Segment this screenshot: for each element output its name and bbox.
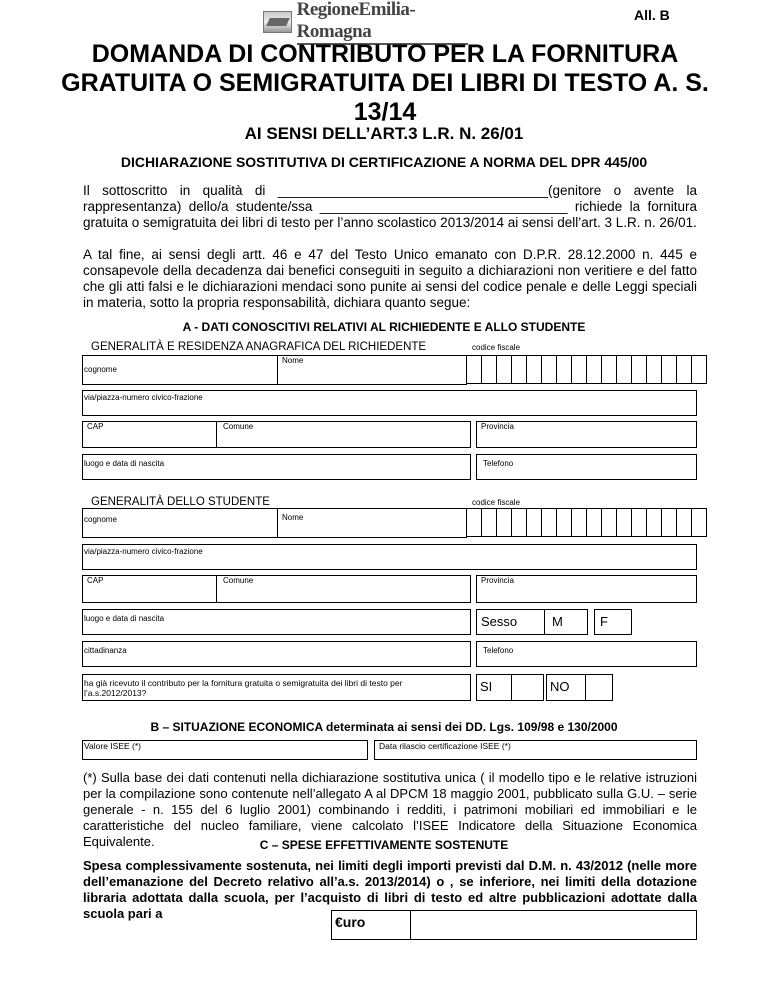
studente-cap-field[interactable] [82,575,217,603]
section-b-title: B – SITUAZIONE ECONOMICA determinata ai sensi dei DD. Lgs. 109/98 e 130/2000 [150,720,618,734]
contributo-question: ha già ricevuto il contributo per la fornitura gratuita o semigratuita dei libri di testo per l’a.s.2012/2013? [84,678,403,698]
via-label: via/piazza-numero civico-frazione [84,393,203,402]
studente-cf-grid[interactable] [467,508,707,537]
data-isee-field[interactable] [374,740,697,760]
section-a-title: A - DATI CONOSCITIVI RELATIVI AL RICHIEDENTE E ALLO STUDENTE [182,320,586,334]
studente-cf-label: codice fiscale [472,498,521,507]
page-subtitle: AI SENSI DELL’ART.3 L.R. N. 26/01 [244,124,524,143]
allegato-label: All. B [634,7,670,23]
data-isee-label: Data rilascio certificazione ISEE (*) [379,741,511,751]
cap-label: CAP [87,576,104,585]
richiedente-cf-label: codice fiscale [472,343,521,352]
valore-isee-label: Valore ISEE (*) [84,741,142,751]
no-label: NO [550,679,570,694]
studente-heading: GENERALITÀ DELLO STUDENTE [91,496,270,508]
sesso-m-label: M [552,614,563,629]
flag-icon [263,11,292,33]
studente-cittadinanza-field[interactable] [82,641,471,667]
richiedente-provincia-field[interactable] [476,421,697,448]
cittadinanza-label: cittadinanza [84,646,127,655]
richiedente-cognome-field[interactable] [82,355,278,385]
studente-telefono-field[interactable] [476,641,697,667]
contributo-question-box [82,674,471,701]
page-title: DOMANDA DI CONTRIBUTO PER LA FORNITURA GRATUITA O SEMIGRATUITA DEI LIBRI DI TESTO A. S. 13/14 [61,40,709,126]
region-logo [263,0,468,42]
sesso-label: Sesso [481,614,518,629]
provincia-label: Provincia [481,576,514,585]
provincia-label: Provincia [481,422,514,431]
cognome-label: cognome [84,365,117,374]
nome-label: Nome [282,356,304,365]
section-c-title: C – SPESE EFFETTIVAMENTE SOSTENUTE [259,838,509,852]
richiedente-heading: GENERALITÀ E RESIDENZA ANAGRAFICA DEL RICHIEDENTE [91,341,427,353]
richiedente-cf-grid[interactable] [467,355,707,384]
richiedente-cap-field[interactable] [82,421,217,448]
sesso-m-box[interactable] [544,609,588,635]
euro-label: €uro [335,914,366,930]
studente-via-field[interactable] [82,544,697,570]
comune-label: Comune [223,422,254,431]
nome-label: Nome [282,513,304,522]
luogo-label: luogo e data di nascita [84,614,165,623]
declaration-heading: DICHIARAZIONE SOSTITUTIVA DI CERTIFICAZIONE A NORMA DEL DPR 445/00 [120,154,648,170]
studente-luogo-field[interactable] [82,609,471,635]
studente-cognome-field[interactable] [82,508,278,538]
si-checkbox[interactable] [511,674,544,701]
spesa-text: Spesa complessivamente sostenuta, nei limiti degli importi previsti dal D.M. n. 43/2012 (nelle more dell’emanazione del Decreto relativo all’a.s. 2013/2014) o , se inferiore, nei limiti della dotazione libraria adottata dalla scuola, per l’acquisto di libri di testo ed altre pubblicazioni adottate dalla scuola pari a [83,858,697,921]
euro-label-box [331,910,411,940]
studente-nome-field[interactable] [277,508,467,538]
telefono-label: Telefono [483,646,514,655]
isee-note: (*) Sulla base dei dati contenuti nella dichiarazione sostitutiva unica ( il modello tipo e le relative istruzioni per la compilazione sono contenute nell’allegato A al DPCM 18 maggio 2001, pubblicato sulla G.U. – serie generale - n. 155 del 6 luglio 2001) combinando i redditi, i patrimoni mobiliari ed immobiliari e le caratteristiche del nucleo familiare, viene calcolato l’ISEE Indicatore della Situazione Economica Equivalente. [83,770,697,849]
richiedente-nome-field[interactable] [277,355,467,385]
richiedente-comune-field[interactable] [216,421,471,448]
telefono-label: Telefono [483,459,514,468]
luogo-label: luogo e data di nascita [84,459,165,468]
richiedente-telefono-field[interactable] [476,454,697,480]
comune-label: Comune [223,576,254,585]
studente-comune-field[interactable] [216,575,471,603]
no-checkbox[interactable] [585,674,613,701]
intro-paragraph-1: Il sottoscritto in qualità di ____________________________________(genitore o avente la rappresentanza) dello/a studente/ssa _________________________________ richiede la fornitura gratuita o semigratuita dei libri di testo per l’anno scolastico 2013/2014 ai sensi dell’art. 3 L.R. n. 26/01. [83,183,697,230]
sesso-f-label: F [600,614,608,629]
richiedente-luogo-field[interactable] [82,454,471,480]
si-label: SI [480,679,493,694]
cap-label: CAP [87,422,104,431]
studente-provincia-field[interactable] [476,575,697,603]
sesso-f-box[interactable] [594,609,632,635]
euro-amount-field[interactable] [410,910,697,940]
sesso-label-box [476,609,545,635]
intro-paragraph-2: A tal fine, ai sensi degli artt. 46 e 47 del Testo Unico emanato con D.P.R. 28.12.2000 n. 445 e consapevole della decadenza dai benefici conseguiti in seguito a dichiarazioni non veritiere e del fatto che gli atti falsi e le dichiarazioni mendaci sono punite ai sensi del codice penale e delle Leggi speciali in materia, sotto la propria responsabilità, dichiara quanto segue: [83,247,697,310]
logo-text: RegioneEmilia-Romagna [297,0,468,45]
richiedente-via-field[interactable] [82,390,697,416]
via-label: via/piazza-numero civico-frazione [84,547,203,556]
no-label-box [546,674,586,701]
si-label-box [476,674,512,701]
cognome-label: cognome [84,515,117,524]
valore-isee-field[interactable] [82,740,368,760]
